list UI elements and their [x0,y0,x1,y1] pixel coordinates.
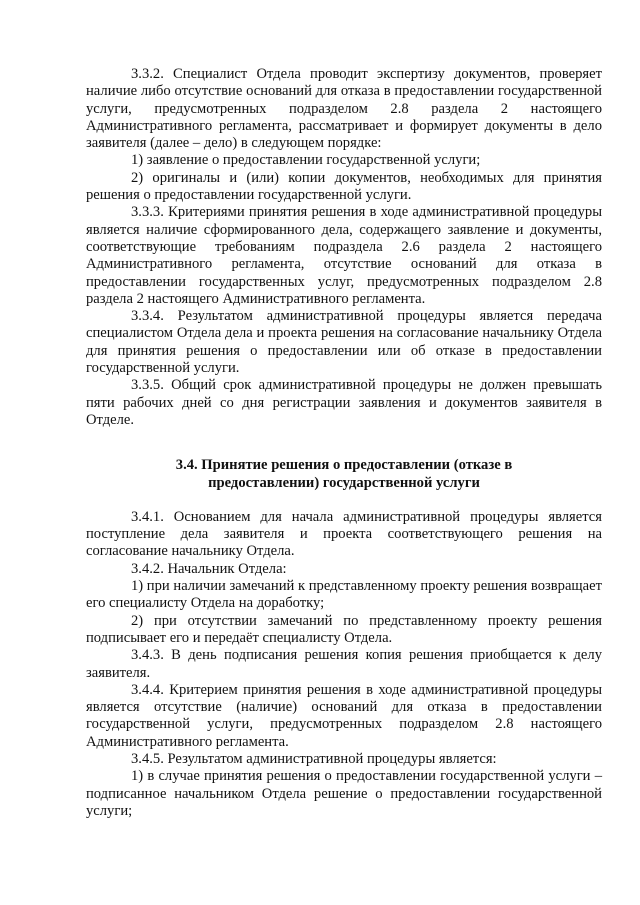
list-item-application: 1) заявление о предоставлении государственной услуги; [131,152,481,169]
paragraph-3-4-1: 3.4.1. Основанием для начала административной процедуры является поступление дела заявителя и проекта соответствующего решения на согласование начальнику Отдела. [86,508,602,560]
paragraph-3-3-4: 3.3.4. Результатом административной процедуры является передача специалистом Отдела дела и проекта решения на согласование начальнику Отдела для принятия решения о предоставлении или об отказе в предоставлении государственной услуги. [86,308,602,377]
paragraph-3-4-3: 3.4.3. В день подписания решения копия решения приобщается к делу заявителя. [86,647,602,681]
paragraph-3-4-4: 3.4.4. Критерием принятия решения в ходе административной процедуры является отсутствие (наличие) оснований для отказа в предоставлении государственной услуги, предусмотренных подразделом 2.8 настоящего Административного регламента. [86,681,602,750]
list-item-sign: 2) при отсутствии замечаний по представленному проекту решения подписывает его и передаёт специалисту Отдела. [86,612,602,646]
list-item-documents: 2) оригиналы и (или) копии документов, необходимых для принятия решения о предоставлении государственной услуги. [86,169,602,204]
list-item-return: 1) при наличии замечаний к представленному проекту решения возвращает его специалисту Отдела на доработку; [86,578,602,612]
document-page [86,66,602,820]
list-item-result-grant: 1) в случае принятия решения о предоставлении государственной услуги – подписанное начальником Отдела решение о предоставлении государственной услуги; [86,768,602,819]
section-heading-line-1: 3.4. Принятие решения о предоставлении (отказе в [175,457,513,474]
paragraph-3-4-5: 3.4.5. Результатом административной процедуры является: [131,750,497,767]
paragraph-3-3-2: 3.3.2. Специалист Отдела проводит экспертизу документов, проверяет наличие либо отсутствие оснований для отказа в предоставлении государственной услуги, предусмотренных подразделом 2.8 раздела 2 настоящего Административного регламента, рассматривает и формирует документы в дело заявителя (далее – дело) в следующем порядке: [86,66,602,152]
section-heading-line-2: предоставлении) государственной услуги [208,474,480,491]
paragraph-3-3-3: 3.3.3. Критериями принятия решения в ходе административной процедуры является наличие сформированного дела, содержащего заявление и документы, соответствующие требованиям подраздела 2.6 раздела 2 настоящего Административного регламента, отсутствие оснований для отказа в предоставлении государственных услуг, предусмотренных подразделом 2.8 раздела 2 настоящего Административного регламента. [86,204,602,307]
paragraph-3-4-2: 3.4.2. Начальник Отдела: [131,560,287,577]
paragraph-3-3-5: 3.3.5. Общий срок административной процедуры не должен превышать пяти рабочих дней со дня регистрации заявления и документов заявителя в Отделе. [86,377,602,428]
section-heading-3-4 [86,457,602,492]
